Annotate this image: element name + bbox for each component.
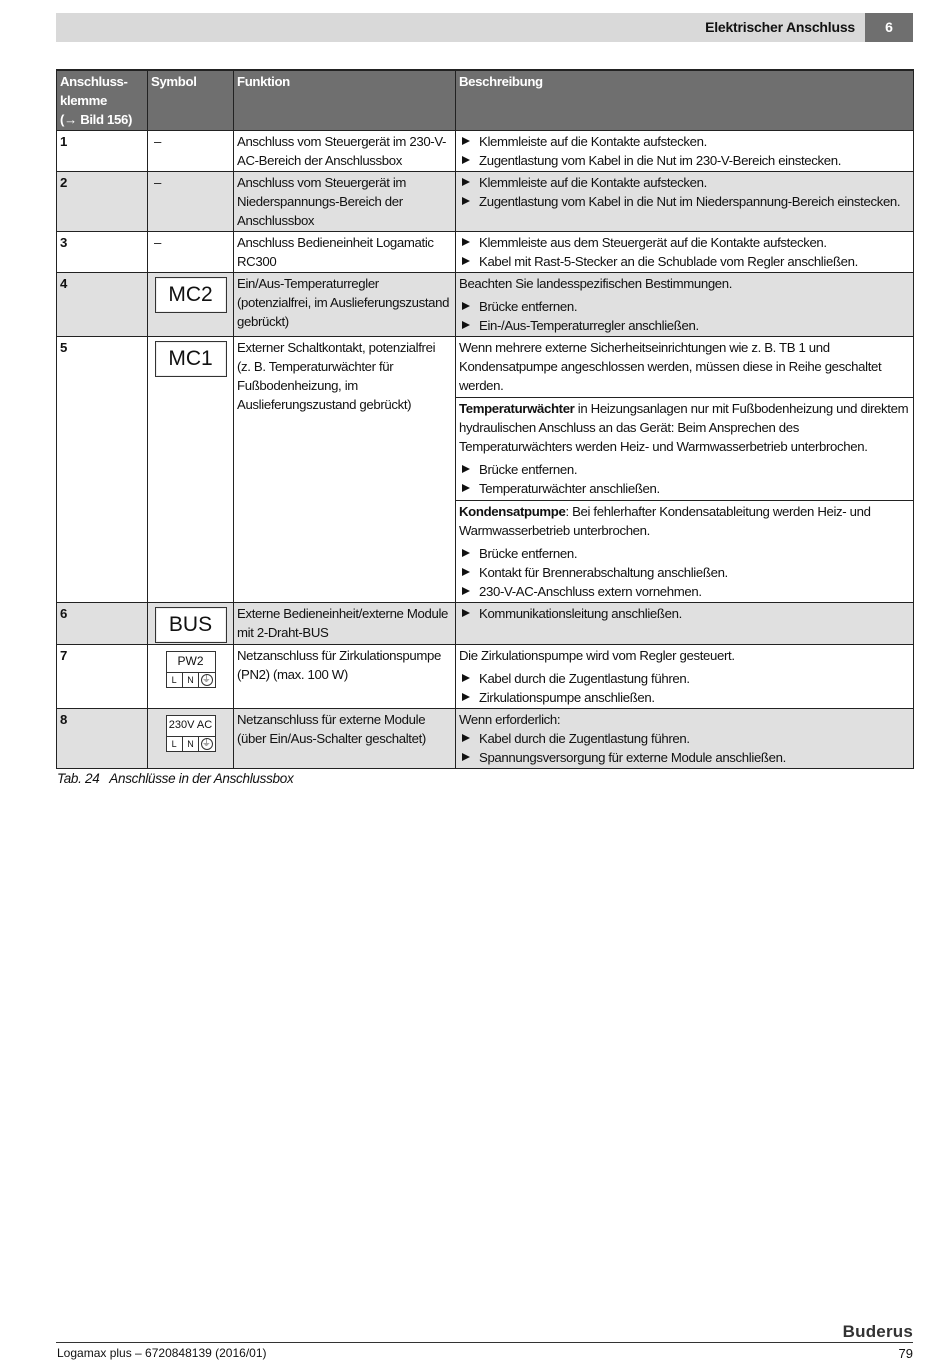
function-cell: Ein/Aus-Temperaturregler (potenzialfrei, im Auslieferungszustand gebrückt): [234, 273, 456, 337]
mc1-terminal-symbol: MC1: [155, 341, 227, 377]
function-cell: Netzanschluss für externe Module (über Ein/Aus-Schalter geschaltet): [234, 709, 456, 769]
col-header-klemme: Anschluss- klemme (→ Bild 156): [57, 70, 148, 131]
description-cell: [456, 232, 914, 273]
list-item: Kabel mit Rast-5-Stecker an die Schublade vom Regler anschließen.: [459, 252, 910, 271]
terminal-number: 6: [57, 603, 148, 645]
symbol-cell: [148, 337, 234, 603]
temperature-guard-section: [456, 397, 913, 498]
symbol-cell: [148, 645, 234, 709]
section-text: : Bei fehlerhafter Kondensatableitung werden Heiz- und Warmwasserbetrieb unterbrochen.: [459, 504, 871, 538]
list-item: Brücke entfernen.: [459, 544, 910, 563]
230v-terminal-symbol: [166, 715, 216, 752]
table-row: [57, 131, 914, 172]
ground-icon: [199, 673, 214, 687]
terminal-number: 3: [57, 232, 148, 273]
table-row: [57, 603, 914, 645]
table-row: [57, 172, 914, 232]
table-row: [57, 337, 914, 603]
col-header-funktion: Funktion: [234, 70, 456, 131]
symbol-dash: –: [154, 175, 161, 190]
list-item: Kommunikationsleitung anschließen.: [459, 604, 910, 623]
symbol-cell: [148, 603, 234, 645]
terminal-label: 230V AC: [168, 719, 213, 731]
brand-logo: Buderus: [842, 1322, 913, 1341]
symbol-cell: [148, 131, 234, 172]
terminal-number: 5: [57, 337, 148, 603]
table-row: [57, 645, 914, 709]
table-row: [57, 709, 914, 769]
list-item: Spannungsversorgung für externe Module anschließen.: [459, 748, 910, 767]
terminal-label: PW2: [177, 654, 204, 668]
description-intro: Die Zirkulationspumpe wird vom Regler gesteuert.: [459, 648, 735, 663]
chapter-number: 6: [865, 13, 913, 42]
table-row: [57, 232, 914, 273]
list-item: Zirkulationspumpe anschließen.: [459, 688, 910, 707]
function-cell: Externer Schaltkontakt, potenzialfrei (z. B. Temperaturwächter für Fußbodenheizung, im Auslieferungszustand gebrückt): [234, 337, 456, 603]
section-text: in Heizungsanlagen nur mit Fußbodenheizung und direktem hydraulischen Anschluss an das Gerät: Beim Ansprechen des Temperaturwächters werden Heiz- und Warmwasserbetrieb unterbrochen.: [459, 401, 909, 454]
list-item: Kontakt für Brennerabschaltung anschließen.: [459, 563, 910, 582]
description-intro: Beachten Sie landesspezifischen Bestimmungen.: [459, 276, 733, 291]
document-reference: Logamax plus – 6720848139 (2016/01): [57, 1346, 267, 1360]
section-heading: Kondensatpumpe: [459, 504, 566, 519]
footer-divider: [56, 1342, 913, 1343]
pin-n: N: [183, 673, 199, 687]
list-item: Klemmleiste aus dem Steuergerät auf die Kontakte aufstecken.: [459, 233, 910, 252]
table-row: [57, 273, 914, 337]
mc2-terminal-symbol: MC2: [155, 277, 227, 313]
function-cell: Anschluss vom Steuergerät im Niederspannungs-Bereich der Anschlussbox: [234, 172, 456, 232]
ground-icon: [199, 737, 214, 751]
description-cell: [456, 645, 914, 709]
table-caption: Tab. 24 Anschlüsse in der Anschlussbox: [57, 771, 294, 786]
col-header-beschreibung: Beschreibung: [456, 70, 914, 131]
terminal-number: 1: [57, 131, 148, 172]
symbol-dash: –: [154, 235, 161, 250]
pw2-terminal-symbol: [166, 651, 216, 688]
col-header-symbol: Symbol: [148, 70, 234, 131]
list-item: Temperaturwächter anschließen.: [459, 479, 910, 498]
description-cell: [456, 172, 914, 232]
symbol-cell: [148, 709, 234, 769]
symbol-cell: [148, 232, 234, 273]
symbol-cell: [148, 172, 234, 232]
list-item: Klemmleiste auf die Kontakte aufstecken.: [459, 132, 910, 151]
page-number: 79: [898, 1346, 913, 1361]
description-cell: [456, 273, 914, 337]
list-item: Brücke entfernen.: [459, 460, 910, 479]
table-header-row: [57, 70, 914, 131]
list-item: Brücke entfernen.: [459, 297, 910, 316]
list-item: Zugentlastung vom Kabel in die Nut im Niederspannung-Bereich einstecken.: [459, 192, 910, 211]
description-cell: [456, 337, 914, 603]
symbol-dash: –: [154, 134, 161, 149]
terminal-number: 2: [57, 172, 148, 232]
description-cell: [456, 709, 914, 769]
connections-table: [56, 69, 914, 769]
bus-terminal-symbol: BUS: [155, 607, 227, 643]
terminal-number: 8: [57, 709, 148, 769]
symbol-cell: [148, 273, 234, 337]
pin-l: L: [167, 737, 183, 751]
list-item: Ein-/Aus-Temperaturregler anschließen.: [459, 316, 910, 335]
function-cell: Netzanschluss für Zirkulationspumpe (PN2) (max. 100 W): [234, 645, 456, 709]
list-item: Kabel durch die Zugentlastung führen.: [459, 669, 910, 688]
terminal-number: 7: [57, 645, 148, 709]
function-cell: Anschluss Bedieneinheit Logamatic RC300: [234, 232, 456, 273]
list-item: 230-V-AC-Anschluss extern vornehmen.: [459, 582, 910, 601]
list-item: Klemmleiste auf die Kontakte aufstecken.: [459, 173, 910, 192]
description-cell: [456, 131, 914, 172]
description-intro: Wenn mehrere externe Sicherheitseinrichtungen wie z. B. TB 1 und Kondensatpumpe angeschlossen werden, müssen diese in Reihe geschaltet werden.: [459, 340, 882, 393]
chapter-title: Elektrischer Anschluss: [705, 19, 855, 35]
page-header: [56, 13, 913, 42]
section-heading: Temperaturwächter: [459, 401, 575, 416]
function-cell: Anschluss vom Steuergerät im 230-V-AC-Bereich der Anschlussbox: [234, 131, 456, 172]
list-item: Kabel durch die Zugentlastung führen.: [459, 729, 910, 748]
function-cell: Externe Bedieneinheit/externe Module mit 2-Draht-BUS: [234, 603, 456, 645]
description-cell: [456, 603, 914, 645]
list-item: Zugentlastung vom Kabel in die Nut im 230-V-Bereich einstecken.: [459, 151, 910, 170]
condensate-pump-section: [456, 500, 913, 601]
pin-l: L: [167, 673, 183, 687]
pin-n: N: [183, 737, 199, 751]
terminal-number: 4: [57, 273, 148, 337]
description-intro: Wenn erforderlich:: [459, 712, 561, 727]
